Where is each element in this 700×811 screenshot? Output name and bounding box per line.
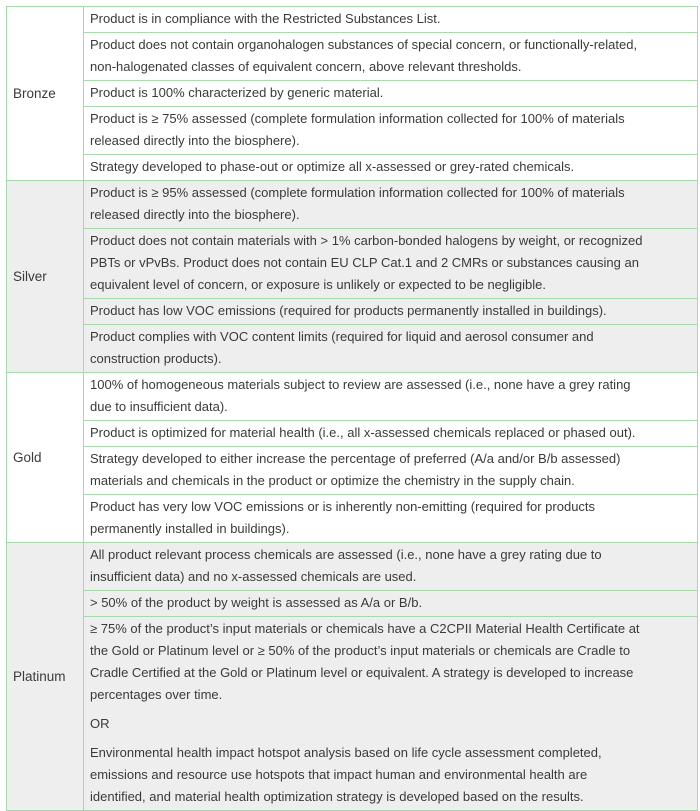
requirement-line: Cradle Certified at the Gold or Platinum level or equivalent. A strategy is developed to increase (90, 665, 634, 680)
requirement-cell (84, 155, 697, 180)
tier-name: Gold (7, 373, 84, 542)
requirement-line: released directly into the biosphere). (90, 207, 300, 222)
requirement-line: ≥ 75% of the product’s input materials or chemicals have a C2CPII Material Health Certificate at (90, 621, 640, 636)
requirement-line: due to insufficient data). (90, 399, 228, 414)
requirement-cell (84, 299, 697, 325)
requirement-cell (84, 495, 697, 542)
requirement-cell (84, 591, 697, 617)
requirement-line: Product has low VOC emissions (required for products permanently installed in buildings). (90, 303, 607, 318)
requirement-line: percentages over time. (90, 687, 223, 702)
requirement-line: Strategy developed to phase-out or optimize all x-assessed or grey-rated chemicals. (90, 159, 575, 174)
requirement-line: the Gold or Platinum level or ≥ 50% of the product’s input materials or chemicals are Cradle to (90, 643, 631, 658)
tier-row-silver (7, 181, 697, 373)
requirement-list (84, 181, 697, 372)
requirement-line: identified, and material health optimization strategy is developed based on the results. (90, 789, 584, 804)
requirement-line: emissions and resource use hotspots that impact human and environmental health are (90, 767, 588, 782)
requirement-list (84, 7, 697, 180)
requirement-cell (84, 81, 697, 107)
requirement-line: Product has very low VOC emissions or is inherently non-emitting (required for products (90, 499, 596, 514)
requirement-line: insufficient data) and no x-assessed chemicals are used. (90, 569, 417, 584)
tier-row-bronze (7, 7, 697, 181)
requirement-line: Product does not contain materials with > 1% carbon-bonded halogens by weight, or recognized (90, 233, 643, 248)
requirement-line: > 50% of the product by weight is assessed as A/a or B/b. (90, 595, 423, 610)
requirement-line: construction products). (90, 351, 222, 366)
tier-row-platinum (7, 543, 697, 810)
requirement-line: released directly into the biosphere). (90, 133, 300, 148)
requirements-table (6, 6, 698, 811)
paragraph-gap (90, 735, 691, 742)
tier-name: Platinum (7, 543, 84, 810)
tier-name: Bronze (7, 7, 84, 180)
requirement-list (84, 373, 697, 542)
requirement-line: equivalent level of concern, or exposure is unlikely or expected to be negligible. (90, 277, 546, 292)
tier-row-gold (7, 373, 697, 543)
requirement-line: non-halogenated classes of equivalent concern, above relevant thresholds. (90, 59, 522, 74)
tier-name: Silver (7, 181, 84, 372)
requirement-cell (84, 229, 697, 299)
requirement-line: Product is 100% characterized by generic material. (90, 85, 384, 100)
requirement-line: Strategy developed to either increase the percentage of preferred (A/a and/or B/b assessed) (90, 451, 621, 466)
requirement-cell (84, 617, 697, 810)
requirement-line: permanently installed in buildings). (90, 521, 290, 536)
requirement-cell (84, 325, 697, 372)
requirement-list (84, 543, 697, 810)
requirement-cell (84, 181, 697, 229)
requirement-line: Product is ≥ 95% assessed (complete formulation information collected for 100% of materials (90, 185, 625, 200)
requirement-line: materials and chemicals in the product or optimize the chemistry in the supply chain. (90, 473, 575, 488)
requirement-line: Product is optimized for material health (i.e., all x-assessed chemicals replaced or phased out). (90, 425, 636, 440)
requirement-line: Product does not contain organohalogen substances of special concern, or functionally-related, (90, 37, 638, 52)
requirement-line: Environmental health impact hotspot analysis based on life cycle assessment completed, (90, 745, 602, 760)
requirement-line: Product is ≥ 75% assessed (complete formulation information collected for 100% of materials (90, 111, 625, 126)
requirement-cell (84, 373, 697, 421)
paragraph-gap (90, 706, 691, 713)
requirement-line: Product complies with VOC content limits (required for liquid and aerosol consumer and (90, 329, 594, 344)
requirement-cell (84, 33, 697, 81)
requirement-cell (84, 107, 697, 155)
requirement-cell (84, 7, 697, 33)
requirement-cell (84, 421, 697, 447)
requirement-cell (84, 543, 697, 591)
requirement-line: Product is in compliance with the Restricted Substances List. (90, 11, 441, 26)
requirement-line: PBTs or vPvBs. Product does not contain EU CLP Cat.1 and 2 CMRs or substances causing an (90, 255, 639, 270)
requirement-line: 100% of homogeneous materials subject to review are assessed (i.e., none have a grey rating (90, 377, 631, 392)
requirement-line: OR (90, 716, 110, 731)
requirement-line: All product relevant process chemicals are assessed (i.e., none have a grey rating due to (90, 547, 602, 562)
requirement-cell (84, 447, 697, 495)
